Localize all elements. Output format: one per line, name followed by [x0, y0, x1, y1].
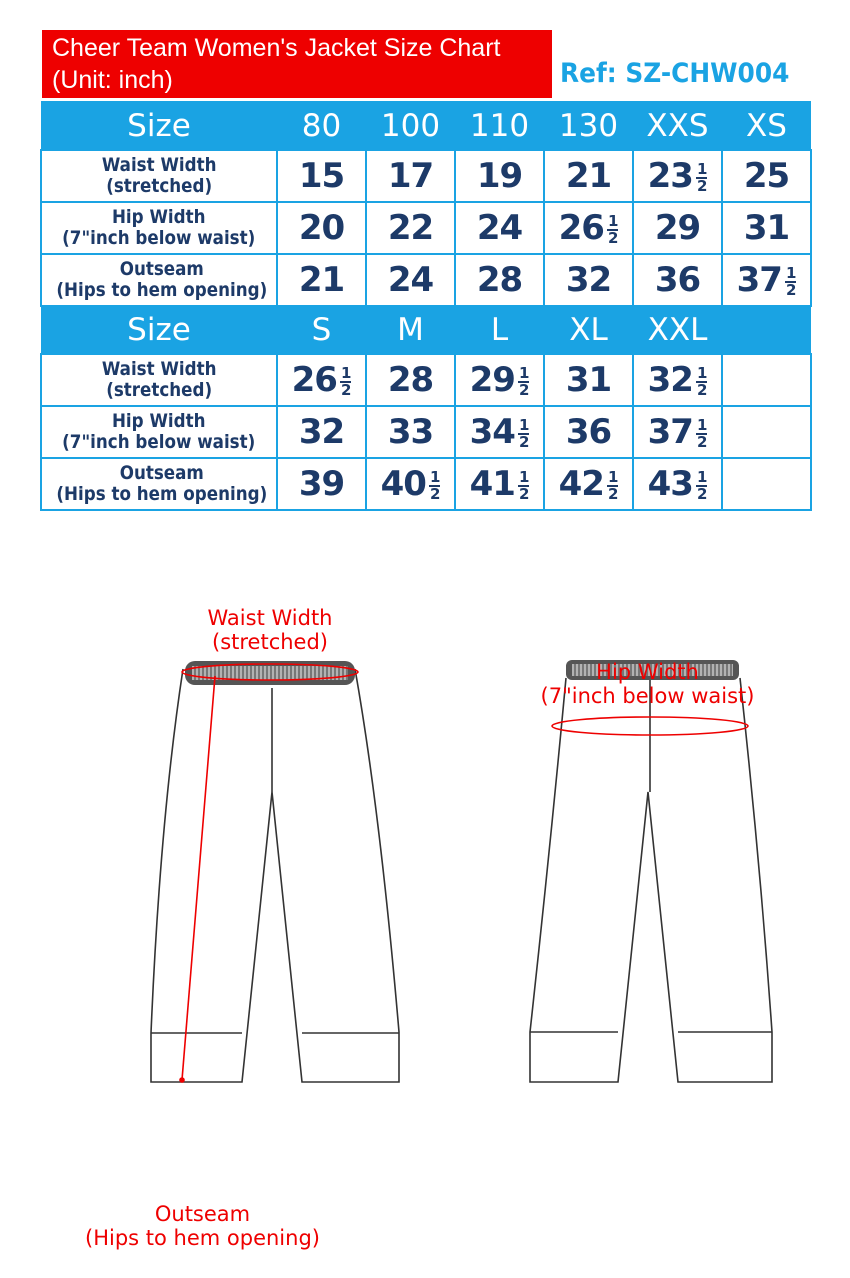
fraction-denominator: 2	[696, 484, 707, 503]
measurement-row	[41, 354, 811, 406]
size-header-cell: XL	[544, 306, 633, 354]
fraction-numerator: 1	[518, 363, 529, 382]
fraction-denominator: 2	[340, 380, 351, 399]
measurement-label-cell	[41, 354, 277, 406]
fraction-denominator: 2	[518, 484, 529, 503]
measurement-value-cell	[633, 354, 722, 406]
measurement-value	[470, 412, 530, 452]
measurement-value	[566, 360, 611, 400]
value-fraction	[607, 211, 618, 247]
value-whole: 43	[647, 464, 693, 504]
measurement-note: (stretched)	[106, 379, 212, 401]
fraction-numerator: 1	[607, 211, 618, 230]
measurement-value	[655, 260, 700, 300]
value-whole: 36	[565, 412, 612, 452]
value-whole: 41	[469, 464, 515, 504]
size-header-cell: 80	[277, 102, 366, 150]
left-trouser-illustration	[151, 669, 399, 1082]
measurement-value-cell	[633, 406, 722, 458]
size-header-cell: S	[277, 306, 366, 354]
waist-annotation-line2: (stretched)	[212, 630, 328, 654]
value-fraction	[696, 467, 707, 503]
measurement-value	[559, 208, 619, 248]
measurement-value	[655, 208, 700, 248]
measurement-value-cell	[544, 458, 633, 510]
measurement-value	[292, 360, 352, 400]
measurement-value-cell	[633, 202, 722, 254]
measurement-label	[62, 411, 255, 453]
right-trouser-illustration	[530, 678, 772, 1082]
measurement-value-cell	[366, 254, 455, 306]
measurement-value	[381, 464, 441, 504]
size-header-cell	[722, 306, 811, 354]
measurement-value-cell	[722, 354, 811, 406]
value-whole: 33	[387, 412, 434, 452]
size-header-cell: XXL	[633, 306, 722, 354]
value-whole: 26	[291, 360, 337, 400]
measurement-value	[299, 260, 344, 300]
measurement-value-cell	[455, 458, 544, 510]
value-whole: 22	[387, 208, 434, 248]
value-whole: 20	[298, 208, 345, 248]
measurement-value-cell	[544, 354, 633, 406]
measurement-value-cell	[455, 150, 544, 202]
value-whole: 37	[736, 260, 782, 300]
measurement-label-cell	[41, 406, 277, 458]
value-whole: 39	[298, 464, 345, 504]
measurement-note: (Hips to hem opening)	[56, 279, 268, 301]
value-fraction	[518, 415, 529, 451]
measurement-label	[56, 259, 267, 301]
measurement-value-cell	[722, 150, 811, 202]
measurement-value	[388, 260, 433, 300]
value-whole: 15	[298, 156, 345, 196]
measurement-label-cell	[41, 150, 277, 202]
measurement-row	[41, 202, 811, 254]
value-whole: 29	[654, 208, 701, 248]
measurement-value	[470, 464, 530, 504]
value-fraction	[607, 467, 618, 503]
measurement-value-cell	[633, 150, 722, 202]
measurement-name: Outseam	[119, 462, 204, 484]
measurement-value-cell	[366, 354, 455, 406]
measurement-value	[648, 156, 708, 196]
value-whole: 34	[469, 412, 515, 452]
measurement-note: (stretched)	[106, 175, 212, 197]
value-fraction	[518, 363, 529, 399]
measurement-label	[62, 207, 255, 249]
size-header-cell: 110	[455, 102, 544, 150]
value-whole: 21	[565, 156, 612, 196]
value-whole: 23	[647, 156, 693, 196]
value-whole: 25	[743, 156, 790, 196]
fraction-denominator: 2	[607, 228, 618, 247]
measurement-value-cell	[277, 202, 366, 254]
value-fraction	[518, 467, 529, 503]
fraction-numerator: 1	[785, 263, 796, 282]
measurement-row	[41, 254, 811, 306]
measurement-value-cell	[455, 202, 544, 254]
measurement-value	[388, 360, 433, 400]
value-whole: 24	[476, 208, 523, 248]
value-whole: 28	[476, 260, 523, 300]
measurement-value-cell	[633, 458, 722, 510]
measurement-value	[477, 156, 522, 196]
value-whole: 28	[387, 360, 434, 400]
measurement-value	[388, 412, 433, 452]
value-fraction	[696, 415, 707, 451]
measurement-value-cell	[366, 458, 455, 510]
measurement-value-cell	[277, 458, 366, 510]
measurement-value-cell	[455, 254, 544, 306]
value-whole: 32	[647, 360, 693, 400]
fraction-numerator: 1	[518, 415, 529, 434]
hip-annotation-line1: Hip Width	[596, 660, 699, 684]
waist-annotation	[180, 606, 360, 654]
value-whole: 32	[565, 260, 612, 300]
measurement-value	[299, 208, 344, 248]
measurement-name: Waist Width	[101, 358, 217, 380]
hip-annotation-line2: (7"inch below waist)	[540, 684, 755, 708]
measurement-value	[737, 260, 797, 300]
fraction-numerator: 1	[696, 467, 707, 486]
measurement-row	[41, 150, 811, 202]
fraction-denominator: 2	[429, 484, 440, 503]
value-whole: 17	[387, 156, 434, 196]
value-whole: 26	[558, 208, 604, 248]
value-fraction	[340, 363, 351, 399]
outseam-annotation-line2: (Hips to hem opening)	[85, 1226, 320, 1250]
fraction-numerator: 1	[518, 467, 529, 486]
measurement-value-cell	[366, 406, 455, 458]
size-header-label: Size	[41, 102, 277, 150]
measurement-value	[299, 412, 344, 452]
size-header-cell: XXS	[633, 102, 722, 150]
measurement-name: Waist Width	[101, 154, 217, 176]
fraction-numerator: 1	[696, 159, 707, 178]
chart-title	[42, 30, 552, 98]
value-whole: 19	[476, 156, 523, 196]
measurement-value-cell	[277, 150, 366, 202]
fraction-denominator: 2	[696, 176, 707, 195]
measurement-value-cell	[722, 202, 811, 254]
measurement-value-cell	[722, 254, 811, 306]
fraction-numerator: 1	[429, 467, 440, 486]
measurement-name: Outseam	[119, 258, 204, 280]
value-fraction	[429, 467, 440, 503]
measurement-label-cell	[41, 202, 277, 254]
value-whole: 31	[743, 208, 790, 248]
fraction-denominator: 2	[607, 484, 618, 503]
value-whole: 29	[469, 360, 515, 400]
measurement-value	[477, 208, 522, 248]
size-header-cell: M	[366, 306, 455, 354]
value-whole: 31	[565, 360, 612, 400]
fraction-denominator: 2	[696, 432, 707, 451]
measurement-value	[477, 260, 522, 300]
measurement-label	[56, 463, 267, 505]
size-table	[40, 101, 812, 511]
measurement-value	[566, 412, 611, 452]
measurement-value	[559, 464, 619, 504]
measurement-value-cell	[544, 150, 633, 202]
value-whole: 36	[654, 260, 701, 300]
chart-title-line1: Cheer Team Women's Jacket Size Chart	[52, 34, 501, 62]
fraction-numerator: 1	[607, 467, 618, 486]
size-header-cell: XS	[722, 102, 811, 150]
measurement-note: (7"inch below waist)	[62, 431, 256, 453]
measurement-name: Hip Width	[112, 410, 206, 432]
measurement-value-cell	[455, 406, 544, 458]
measurement-value-cell	[277, 354, 366, 406]
value-fraction	[696, 363, 707, 399]
hip-annotation	[520, 660, 775, 708]
outseam-annotation-line1: Outseam	[154, 1202, 251, 1226]
size-header-cell: 130	[544, 102, 633, 150]
value-whole: 42	[558, 464, 604, 504]
measurement-value	[299, 156, 344, 196]
measurement-value	[648, 360, 708, 400]
measurement-value	[470, 360, 530, 400]
chart-title-line2: (Unit: inch)	[52, 66, 173, 94]
value-whole: 24	[387, 260, 434, 300]
fraction-denominator: 2	[518, 380, 529, 399]
measurement-value	[744, 208, 789, 248]
measurement-value	[648, 412, 708, 452]
waist-annotation-line1: Waist Width	[207, 606, 333, 630]
fraction-numerator: 1	[696, 363, 707, 382]
outseam-annotation	[70, 1202, 335, 1250]
measurement-value	[388, 156, 433, 196]
measurement-value-cell	[366, 150, 455, 202]
size-header-cell: L	[455, 306, 544, 354]
size-header-row	[41, 102, 811, 150]
size-header-row	[41, 306, 811, 354]
value-whole: 37	[647, 412, 693, 452]
measurement-value	[648, 464, 708, 504]
fraction-numerator: 1	[696, 415, 707, 434]
measurement-note: (7"inch below waist)	[62, 227, 256, 249]
measurement-value-cell	[277, 406, 366, 458]
measurement-value	[566, 260, 611, 300]
measurement-value-cell	[722, 458, 811, 510]
measurement-label-cell	[41, 458, 277, 510]
fraction-denominator: 2	[518, 432, 529, 451]
value-whole: 21	[298, 260, 345, 300]
measurement-value-cell	[544, 254, 633, 306]
measurement-value-cell	[277, 254, 366, 306]
measurement-value-cell	[633, 254, 722, 306]
measurement-label-cell	[41, 254, 277, 306]
fraction-denominator: 2	[785, 280, 796, 299]
measurement-row	[41, 406, 811, 458]
value-whole: 32	[298, 412, 345, 452]
measurement-value	[744, 156, 789, 196]
size-header-label: Size	[41, 306, 277, 354]
measurement-value-cell	[544, 406, 633, 458]
measurement-row	[41, 458, 811, 510]
fraction-denominator: 2	[696, 380, 707, 399]
reference-code: Ref: SZ-CHW004	[560, 58, 790, 89]
value-fraction	[785, 263, 796, 299]
measurement-value-cell	[544, 202, 633, 254]
measurement-value	[388, 208, 433, 248]
value-whole: 40	[380, 464, 426, 504]
fraction-numerator: 1	[340, 363, 351, 382]
measurement-value-cell	[455, 354, 544, 406]
measurement-name: Hip Width	[112, 206, 206, 228]
measurement-value	[566, 156, 611, 196]
measurement-label	[102, 359, 217, 401]
size-header-cell: 100	[366, 102, 455, 150]
measurement-label	[102, 155, 217, 197]
measurement-value-cell	[366, 202, 455, 254]
measurement-value	[299, 464, 344, 504]
measurement-value-cell	[722, 406, 811, 458]
measurement-note: (Hips to hem opening)	[56, 483, 268, 505]
value-fraction	[696, 159, 707, 195]
